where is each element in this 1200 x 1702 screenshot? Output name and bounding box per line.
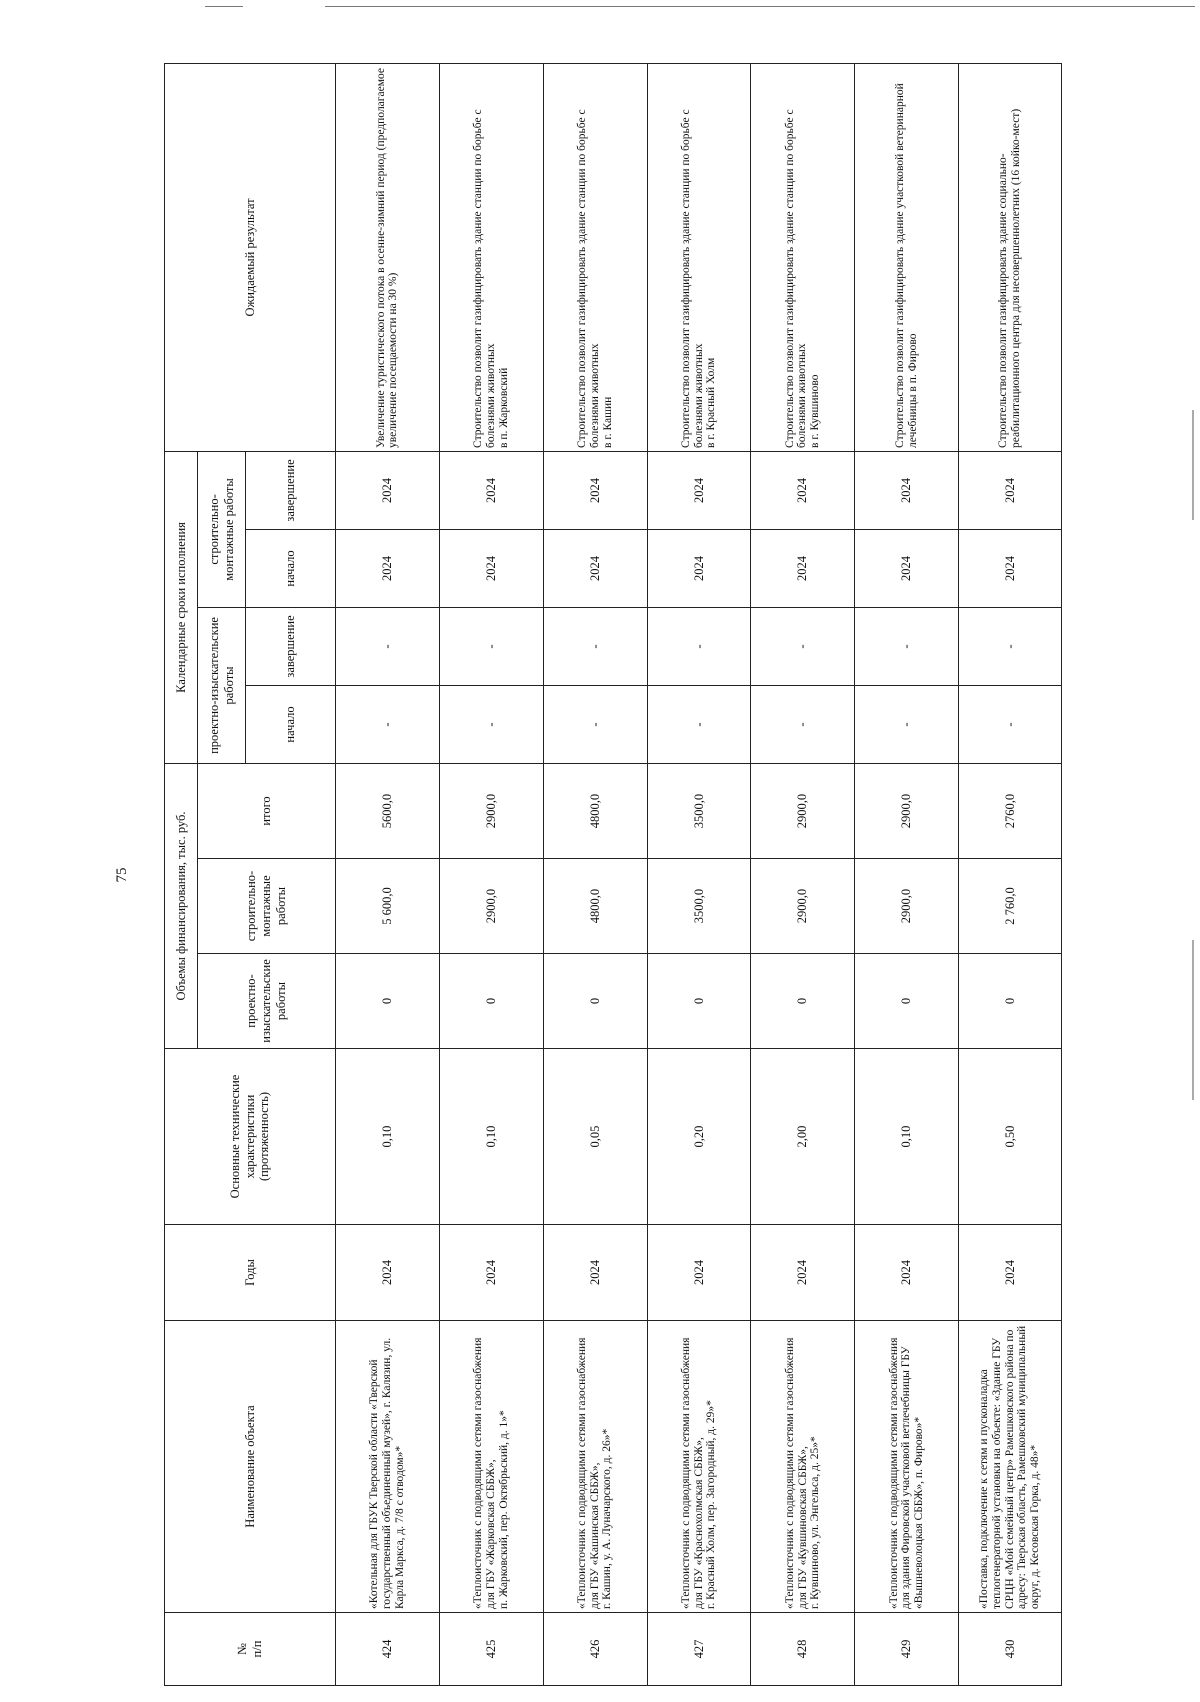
row-design-start: - bbox=[543, 685, 647, 763]
row-year: 2024 bbox=[751, 1225, 855, 1321]
row-fin-total: 5600,0 bbox=[336, 763, 440, 858]
row-fin-construction: 3500,0 bbox=[647, 859, 751, 954]
row-year: 2024 bbox=[959, 1225, 1062, 1321]
row-design-start: - bbox=[336, 685, 440, 763]
header-calendar-group: Календарные сроки исполнения bbox=[165, 451, 198, 763]
header-constr-start: начало bbox=[246, 529, 336, 607]
row-design-finish: - bbox=[543, 607, 647, 685]
row-num: 430 bbox=[959, 1613, 1062, 1686]
row-num: 427 bbox=[647, 1613, 751, 1686]
header-result: Ожидаемый результат bbox=[165, 63, 336, 451]
row-object-name: «Теплоисточник с подводящими сетями газоснабжения для ГБУ «Кувшиновская СББЖ», г. Кувшиново, ул. Энгельса, д. 25»* bbox=[751, 1321, 855, 1613]
row-constr-finish: 2024 bbox=[751, 451, 855, 529]
row-design-start: - bbox=[751, 685, 855, 763]
table-row bbox=[543, 63, 647, 1685]
row-object-name: «Теплоисточник с подводящими сетями газоснабжения для ГБУ «Кашинская СББЖ», г. Кашин, у. А. Луначарского, д. 26»* bbox=[543, 1321, 647, 1613]
row-fin-design: 0 bbox=[543, 954, 647, 1049]
row-design-finish: - bbox=[959, 607, 1062, 685]
objects-table bbox=[164, 63, 1062, 1686]
row-design-start: - bbox=[959, 685, 1062, 763]
row-constr-start: 2024 bbox=[855, 529, 959, 607]
row-design-start: - bbox=[439, 685, 543, 763]
row-constr-start: 2024 bbox=[543, 529, 647, 607]
row-result: Строительство позволит газифицировать здание станции по борьбе с болезнями животных в г. Кашин bbox=[543, 63, 647, 451]
table-row bbox=[959, 63, 1062, 1685]
header-fin-design: проектно- изыскательские работы bbox=[198, 954, 336, 1049]
row-constr-finish: 2024 bbox=[439, 451, 543, 529]
row-fin-construction: 2 760,0 bbox=[959, 859, 1062, 954]
row-spec: 0,20 bbox=[647, 1049, 751, 1225]
row-result: Строительство позволит газифицировать здание станции по борьбе с болезнями животных в п. Жарковский bbox=[439, 63, 543, 451]
row-result: Строительство позволит газифицировать здание станции по борьбе с болезнями животных в г. Кувшиново bbox=[751, 63, 855, 451]
row-object-name: «Котельная для ГБУК Тверской области «Тверской государственный объединенный музей», г. Калязин, ул. Карла Маркса, д. 7/8 с отводом»* bbox=[336, 1321, 440, 1613]
row-design-start: - bbox=[855, 685, 959, 763]
scan-edge-mark bbox=[1192, 940, 1194, 1100]
header-fin-total: итого bbox=[198, 763, 336, 858]
header-constr-finish: завершение bbox=[246, 451, 336, 529]
table-row bbox=[647, 63, 751, 1685]
row-design-finish: - bbox=[439, 607, 543, 685]
row-spec: 0,10 bbox=[439, 1049, 543, 1225]
row-constr-start: 2024 bbox=[336, 529, 440, 607]
row-fin-construction: 2900,0 bbox=[855, 859, 959, 954]
row-spec: 0,10 bbox=[855, 1049, 959, 1225]
row-constr-start: 2024 bbox=[959, 529, 1062, 607]
table-row bbox=[439, 63, 543, 1685]
row-fin-design: 0 bbox=[439, 954, 543, 1049]
row-object-name: «Теплоисточник с подводящими сетями газоснабжения для ГБУ «Жарковская СББЖ», п. Жарковский, пер. Октябрьский, д. 1»* bbox=[439, 1321, 543, 1613]
row-year: 2024 bbox=[439, 1225, 543, 1321]
row-num: 425 bbox=[439, 1613, 543, 1686]
row-fin-design: 0 bbox=[751, 954, 855, 1049]
row-object-name: «Поставка, подключение к сетям и пусконаладка теплогенераторной установки на объекте: «Здание ГБУ СРЦН «Мой семейный центр» Рамешковского района по адресу: Тверская область, Рамешковский муниципальный округ, д. Кесовская Горка, д. 48»* bbox=[959, 1321, 1062, 1613]
page-number: 75 bbox=[114, 867, 130, 883]
row-constr-start: 2024 bbox=[751, 529, 855, 607]
row-fin-design: 0 bbox=[336, 954, 440, 1049]
header-num: № п/п bbox=[165, 1613, 336, 1686]
header-finance-group: Объемы финансирования, тыс. руб. bbox=[165, 763, 198, 1048]
header-design-works: проектно-изыскательские работы bbox=[198, 607, 246, 763]
row-constr-finish: 2024 bbox=[336, 451, 440, 529]
row-num: 428 bbox=[751, 1613, 855, 1686]
row-design-finish: - bbox=[855, 607, 959, 685]
row-design-finish: - bbox=[647, 607, 751, 685]
row-fin-design: 0 bbox=[855, 954, 959, 1049]
row-object-name: «Теплоисточник с подводящими сетями газоснабжения для ГБУ «Краснохолмская СББЖ», г. Красный Холм, пер. Загородный, д. 29»* bbox=[647, 1321, 751, 1613]
row-design-finish: - bbox=[751, 607, 855, 685]
row-fin-total: 2900,0 bbox=[855, 763, 959, 858]
row-fin-design: 0 bbox=[959, 954, 1062, 1049]
scan-edge-mark bbox=[1192, 410, 1194, 520]
row-constr-finish: 2024 bbox=[647, 451, 751, 529]
row-result: Увеличение туристического потока в осенне-зимний период (предполагаемое увеличение посещаемости на 30 %) bbox=[336, 63, 440, 451]
row-year: 2024 bbox=[647, 1225, 751, 1321]
row-spec: 0,05 bbox=[543, 1049, 647, 1225]
row-fin-total: 2900,0 bbox=[439, 763, 543, 858]
scan-top-line bbox=[325, 6, 1195, 7]
row-year: 2024 bbox=[855, 1225, 959, 1321]
row-spec: 2,00 bbox=[751, 1049, 855, 1225]
header-specs: Основные технические характеристики (протяженность) bbox=[165, 1049, 336, 1225]
row-fin-construction: 2900,0 bbox=[439, 859, 543, 954]
table-row bbox=[855, 63, 959, 1685]
row-num: 426 bbox=[543, 1613, 647, 1686]
rotated-page bbox=[114, 64, 1062, 1686]
row-num: 424 bbox=[336, 1613, 440, 1686]
row-result: Строительство позволит газифицировать здание станции по борьбе с болезнями животных в г. Красный Холм bbox=[647, 63, 751, 451]
row-fin-total: 4800,0 bbox=[543, 763, 647, 858]
row-fin-construction: 4800,0 bbox=[543, 859, 647, 954]
row-num: 429 bbox=[855, 1613, 959, 1686]
row-result: Строительство позволит газифицировать здание социально-реабилитационного центра для несовершеннолетних (16 койко-мест) bbox=[959, 63, 1062, 451]
row-fin-total: 2900,0 bbox=[751, 763, 855, 858]
header-fin-construction: строительно- монтажные работы bbox=[198, 859, 336, 954]
table-row bbox=[336, 63, 440, 1685]
row-fin-design: 0 bbox=[647, 954, 751, 1049]
header-years: Годы bbox=[165, 1225, 336, 1321]
row-constr-finish: 2024 bbox=[959, 451, 1062, 529]
row-constr-start: 2024 bbox=[647, 529, 751, 607]
row-fin-construction: 2900,0 bbox=[751, 859, 855, 954]
row-constr-start: 2024 bbox=[439, 529, 543, 607]
header-design-start: начало bbox=[246, 685, 336, 763]
row-fin-total: 2760,0 bbox=[959, 763, 1062, 858]
row-year: 2024 bbox=[543, 1225, 647, 1321]
row-spec: 0,10 bbox=[336, 1049, 440, 1225]
row-design-start: - bbox=[647, 685, 751, 763]
row-fin-total: 3500,0 bbox=[647, 763, 751, 858]
row-constr-finish: 2024 bbox=[855, 451, 959, 529]
header-design-finish: завершение bbox=[246, 607, 336, 685]
row-result: Строительство позволит газифицировать здание участковой ветеринарной лечебницы в п. Фирово bbox=[855, 63, 959, 451]
row-fin-construction: 5 600,0 bbox=[336, 859, 440, 954]
table-row bbox=[751, 63, 855, 1685]
scan-top-line-short bbox=[205, 6, 243, 7]
header-construction-works: строительно- монтажные работы bbox=[198, 451, 246, 607]
row-constr-finish: 2024 bbox=[543, 451, 647, 529]
row-year: 2024 bbox=[336, 1225, 440, 1321]
header-name: Наименование объекта bbox=[165, 1321, 336, 1613]
row-object-name: «Теплоисточник с подводящими сетями газоснабжения для здания Фировской участковой ветлечебницы ГБУ «Вышневолоцкая СББЖ», п. Фирово»* bbox=[855, 1321, 959, 1613]
row-spec: 0,50 bbox=[959, 1049, 1062, 1225]
row-design-finish: - bbox=[336, 607, 440, 685]
